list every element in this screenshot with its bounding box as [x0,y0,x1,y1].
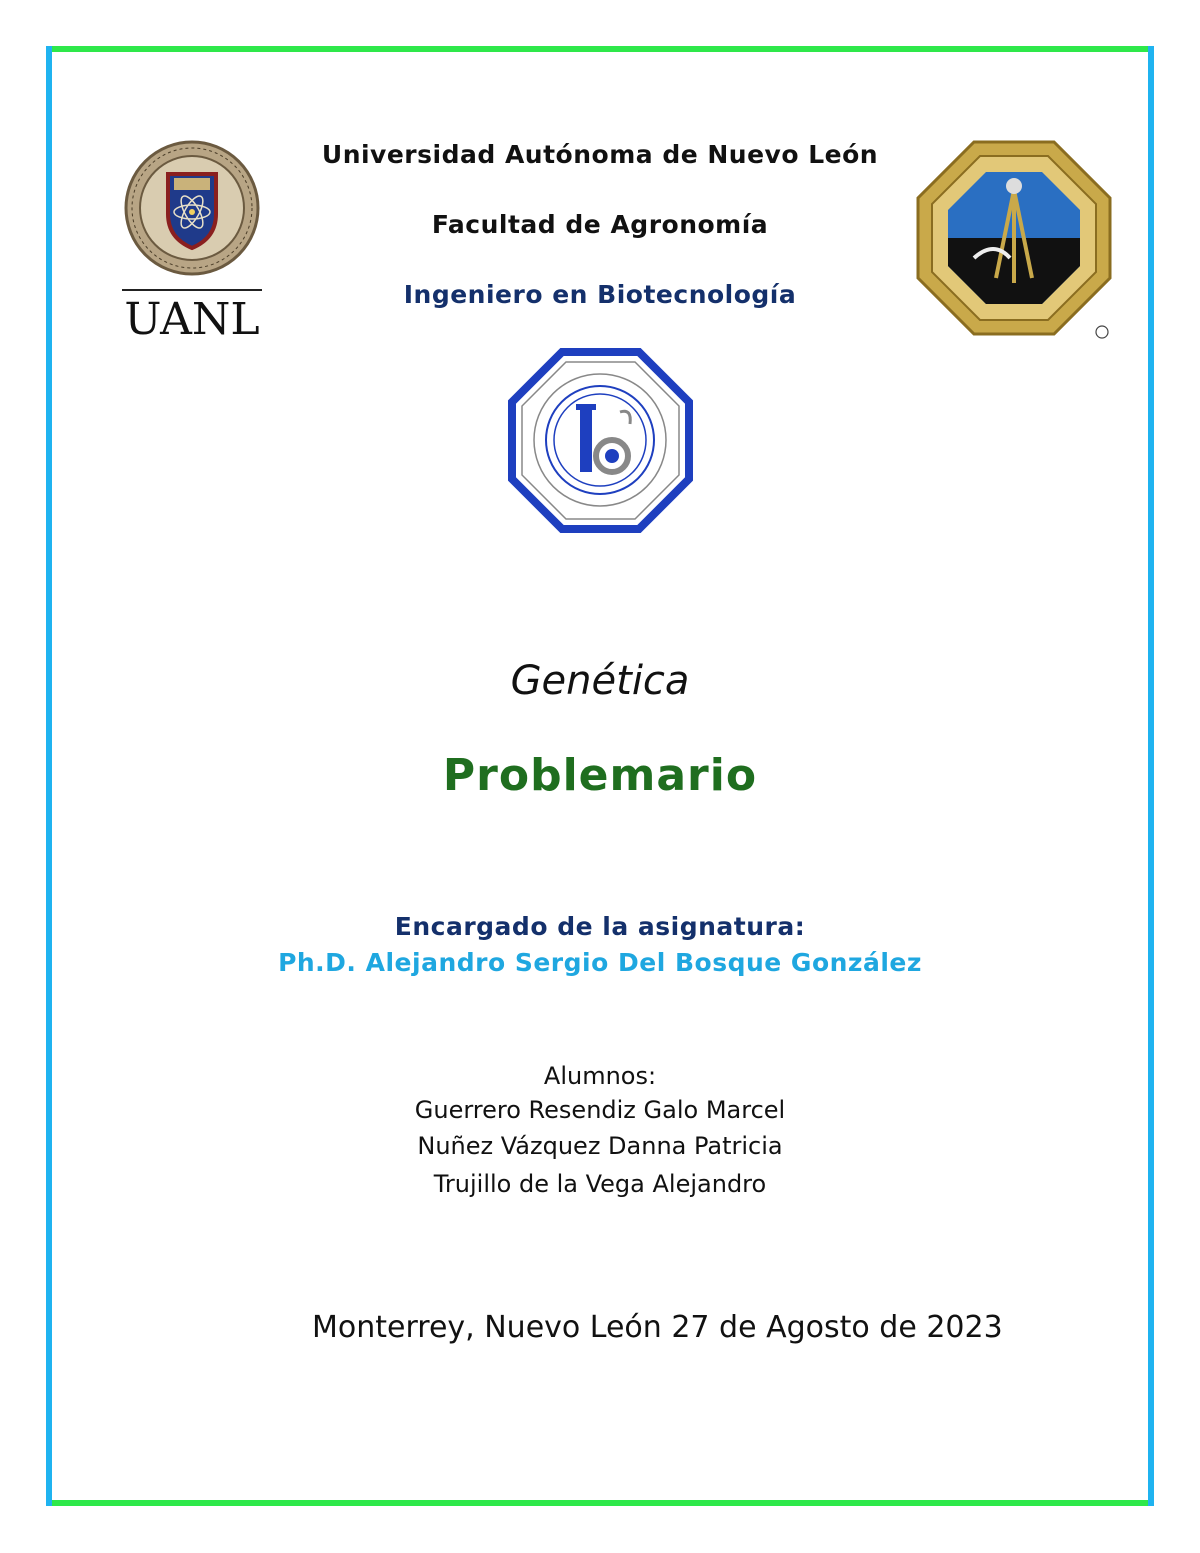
uanl-wordmark: UANL [124,294,260,343]
students-label: Alumnos: [543,1062,657,1090]
biotechnology-program-seal-icon [508,348,693,533]
university-name: Universidad Autónoma de Nuevo León [321,140,879,169]
place-and-date: Monterrey, Nuevo León 27 de Agosto de 2023 [312,1310,1003,1345]
student-name: Trujillo de la Vega Alejandro [433,1170,767,1198]
instructor-name: Ph.D. Alejandro Sergio Del Bosque González [278,948,922,977]
faculty-name: Facultad de Agronomía [431,210,769,239]
page-border-bottom [46,1500,1154,1506]
subject-title: Genética [510,658,690,704]
document-type-title: Problemario [442,750,758,801]
instructor-label: Encargado de la asignatura: [394,912,806,941]
program-name: Ingeniero en Biotecnología [403,280,797,309]
page-border-top [46,46,1154,52]
student-name: Nuñez Vázquez Danna Patricia [417,1132,783,1160]
student-name: Guerrero Resendiz Galo Marcel [414,1096,786,1124]
